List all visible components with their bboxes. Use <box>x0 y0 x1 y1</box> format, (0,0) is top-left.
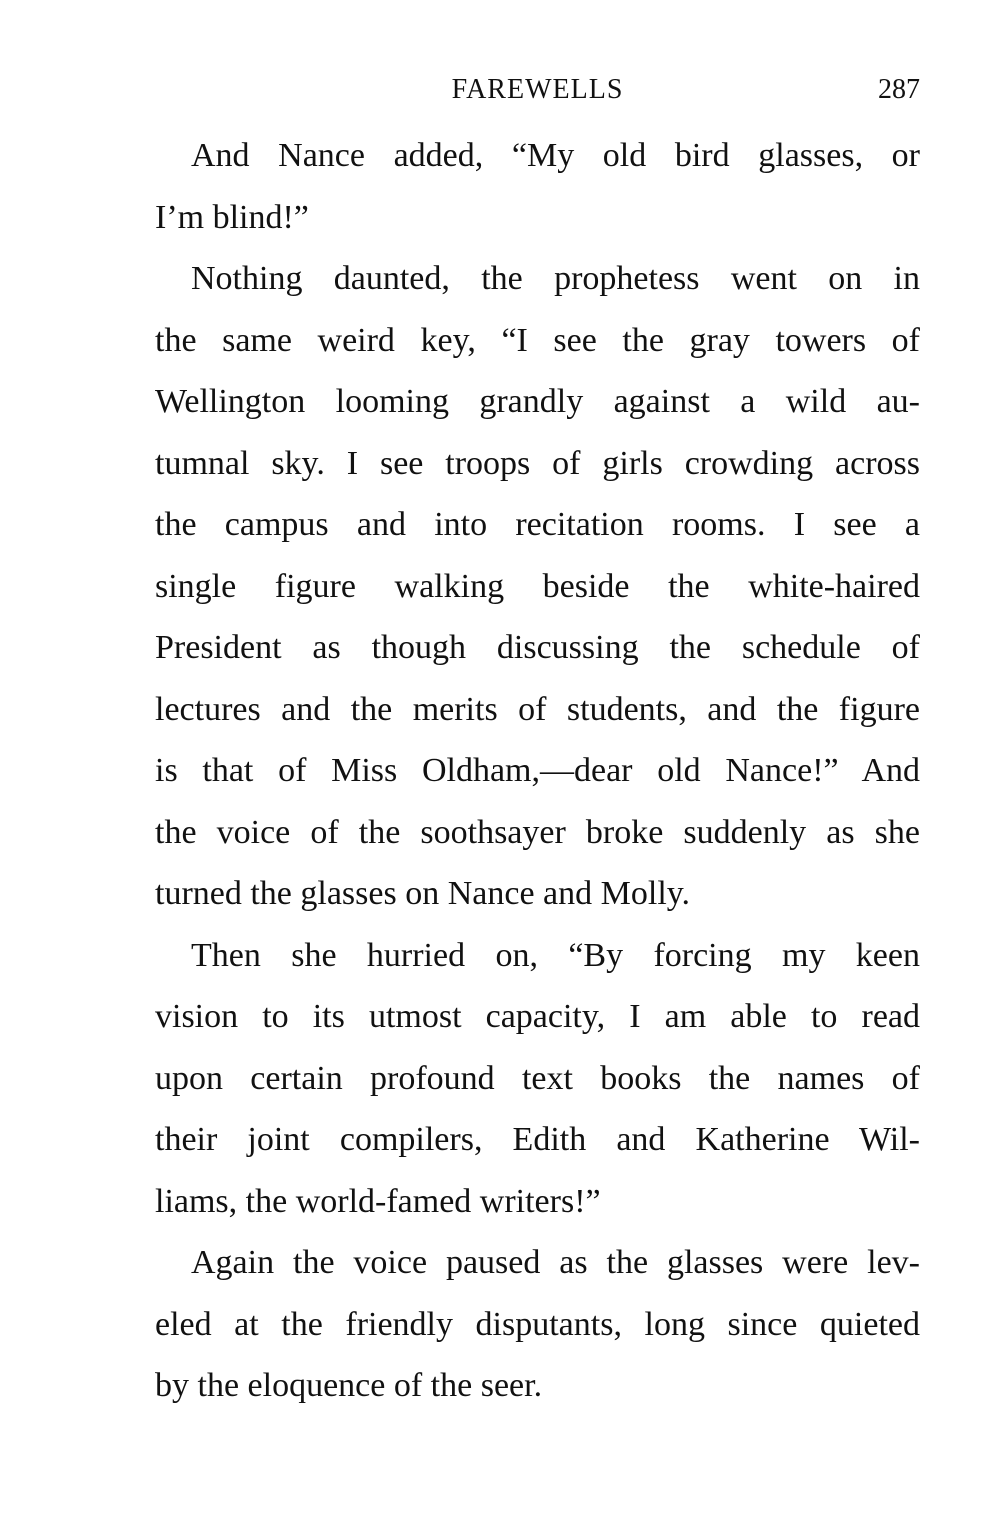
text-line: single figure walking beside the white-haired <box>155 567 920 605</box>
text-line: tumnal sky. I see troops of girls crowding across <box>155 444 920 482</box>
text-line: Nothing daunted, the prophetess went on in <box>191 260 920 297</box>
paragraph-1 <box>155 125 920 248</box>
text-line: their joint compilers, Edith and Katherine Wil- <box>155 1121 920 1158</box>
text-line: And Nance added, “My old bird glasses, or <box>191 137 920 174</box>
text-line: the campus and into recitation rooms. I see a <box>155 506 920 543</box>
text-line: eled at the friendly disputants, long since quieted <box>155 1305 920 1343</box>
paragraph-3 <box>155 925 920 1233</box>
text-line: lectures and the merits of students, and the figure <box>155 690 920 728</box>
text-line: liams, the world-famed writers!” <box>155 1182 601 1220</box>
text-line: vision to its utmost capacity, I am able to read <box>155 998 920 1035</box>
page-number: 287 <box>878 74 920 105</box>
text-line: by the eloquence of the seer. <box>155 1367 543 1404</box>
running-title: FAREWELLS <box>451 74 624 105</box>
text-line: is that of Miss Oldham,—dear old Nance!” And <box>155 752 920 789</box>
text-line: upon certain profound text books the names of <box>155 1059 920 1097</box>
body-text <box>155 125 920 1417</box>
paragraph-4 <box>155 1232 920 1417</box>
text-line: turned the glasses on Nance and Molly. <box>155 875 691 912</box>
text-line: Wellington looming grandly against a wild au- <box>155 383 920 420</box>
text-line: the same weird key, “I see the gray towers of <box>155 321 920 359</box>
text-line: the voice of the soothsayer broke suddenly as she <box>155 813 920 851</box>
paragraph-2 <box>155 248 920 925</box>
text-line: Then she hurried on, “By forcing my keen <box>191 936 920 974</box>
text-line: I’m blind!” <box>155 198 309 236</box>
running-head <box>155 70 920 110</box>
text-line: President as though discussing the schedule of <box>155 629 920 666</box>
text-line: Again the voice paused as the glasses were lev- <box>191 1244 920 1281</box>
